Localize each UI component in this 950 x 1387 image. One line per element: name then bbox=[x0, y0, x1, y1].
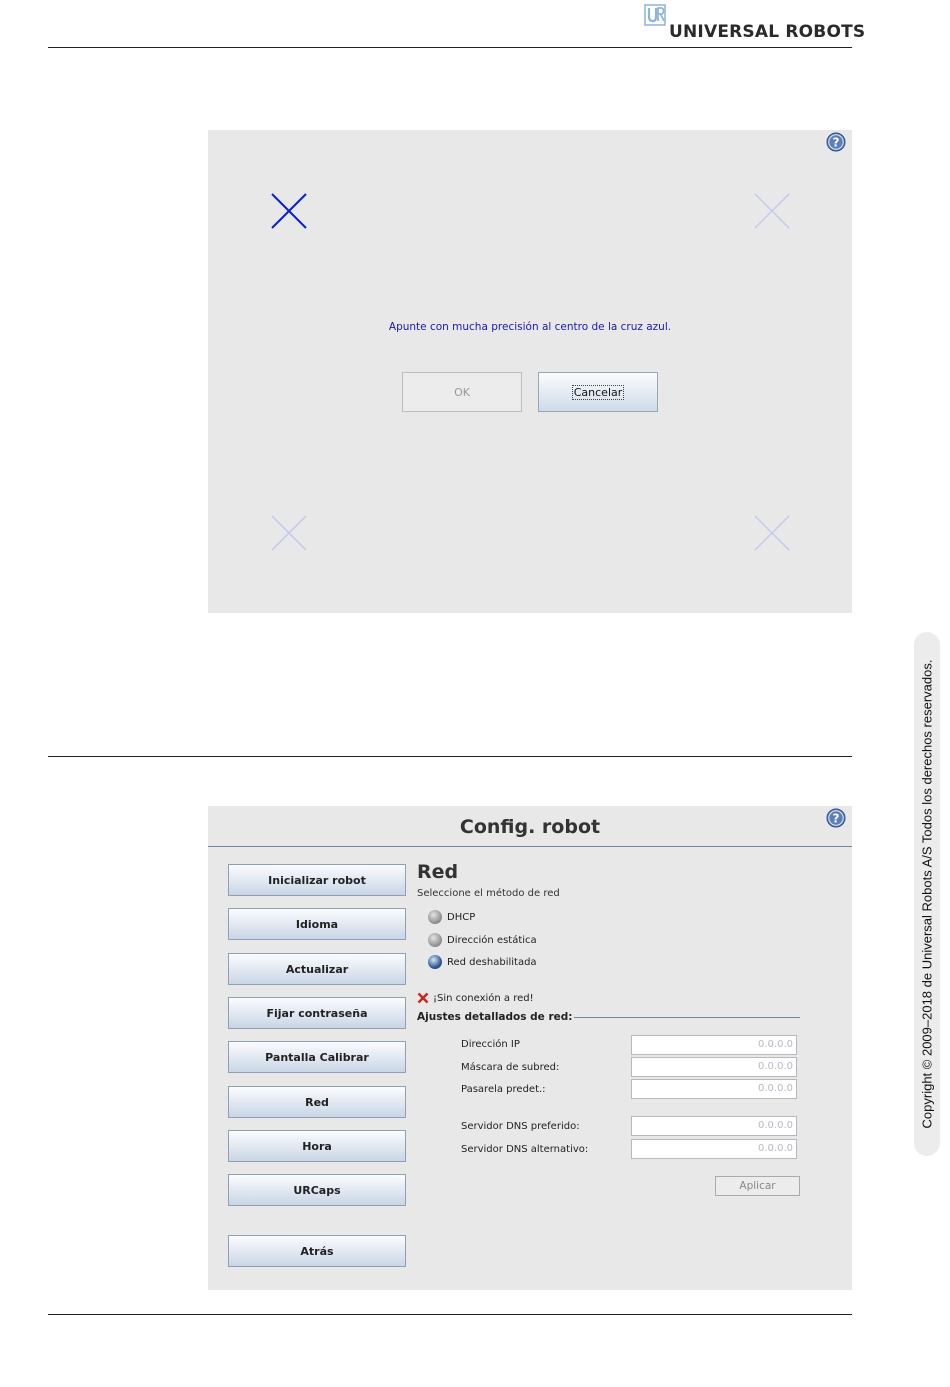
urcaps-button[interactable]: URCaps bbox=[228, 1174, 406, 1206]
default-gateway-label: Pasarela predet.: bbox=[461, 1084, 546, 1095]
preferred-dns-field[interactable]: 0.0.0.0 bbox=[631, 1116, 797, 1136]
ip-address-label: Dirección IP bbox=[461, 1039, 520, 1050]
subnet-mask-label: Máscara de subred: bbox=[461, 1062, 560, 1073]
section-rule bbox=[48, 756, 852, 757]
header-rule bbox=[48, 47, 852, 48]
cancel-button-label: Cancelar bbox=[573, 385, 623, 399]
copyright-tab bbox=[914, 632, 940, 1156]
radio-static-address[interactable]: Dirección estática bbox=[428, 932, 537, 948]
section-title: Red bbox=[417, 861, 459, 883]
time-button[interactable]: Hora bbox=[228, 1130, 406, 1162]
preferred-dns-label: Servidor DNS preferido: bbox=[461, 1121, 580, 1132]
calibration-instruction: Apunte con mucha precisión al centro de la cruz azul. bbox=[388, 321, 672, 333]
universal-robots-logo bbox=[644, 4, 866, 44]
section-subtitle: Seleccione el método de red bbox=[417, 888, 560, 899]
cancel-button[interactable] bbox=[538, 372, 658, 412]
ip-address-field[interactable]: 0.0.0.0 bbox=[631, 1035, 797, 1055]
subnet-mask-field[interactable]: 0.0.0.0 bbox=[631, 1057, 797, 1077]
radio-button-icon bbox=[428, 910, 442, 924]
language-button[interactable]: Idioma bbox=[228, 908, 406, 940]
radio-network-disabled[interactable]: Red deshabilitada bbox=[428, 954, 537, 970]
copyright-text: Copyright © 2009–2018 de Universal Robots A/S Todos los derechos reservados. bbox=[919, 659, 935, 1129]
radio-button-icon bbox=[428, 933, 442, 947]
calibration-cross-inactive bbox=[753, 514, 791, 552]
radio-button-selected-icon bbox=[428, 955, 442, 969]
initialize-robot-button[interactable]: Inicializar robot bbox=[228, 864, 406, 896]
advanced-settings-label: Ajustes detallados de red: bbox=[417, 1011, 573, 1023]
calibration-cross-inactive bbox=[753, 192, 791, 230]
apply-button[interactable]: Aplicar bbox=[715, 1176, 800, 1196]
title-divider bbox=[208, 846, 852, 847]
default-gateway-field[interactable]: 0.0.0.0 bbox=[631, 1079, 797, 1099]
ok-button[interactable]: OK bbox=[402, 372, 522, 412]
advanced-settings-divider bbox=[574, 1017, 800, 1018]
config-robot-screen bbox=[208, 806, 852, 1290]
help-icon[interactable] bbox=[826, 808, 846, 828]
network-button[interactable]: Red bbox=[228, 1086, 406, 1118]
calibration-cross-inactive bbox=[270, 514, 308, 552]
svg-text:?: ? bbox=[832, 135, 840, 150]
alternate-dns-field[interactable]: 0.0.0.0 bbox=[631, 1139, 797, 1159]
network-status: ¡Sin conexión a red! bbox=[417, 992, 534, 1004]
footer-rule bbox=[48, 1314, 852, 1315]
calibration-cross-active[interactable] bbox=[270, 192, 308, 230]
radio-dhcp[interactable]: DHCP bbox=[428, 909, 475, 925]
back-button[interactable]: Atrás bbox=[228, 1235, 406, 1267]
update-button[interactable]: Actualizar bbox=[228, 953, 406, 985]
calibration-screen bbox=[208, 130, 852, 613]
ur-logo-icon bbox=[644, 4, 666, 26]
page-title: Config. robot bbox=[459, 816, 601, 838]
alternate-dns-label: Servidor DNS alternativo: bbox=[461, 1144, 589, 1155]
svg-text:?: ? bbox=[832, 811, 840, 826]
brand-name: UNIVERSAL ROBOTS bbox=[669, 22, 866, 42]
calibrate-screen-button[interactable]: Pantalla Calibrar bbox=[228, 1041, 406, 1073]
set-password-button[interactable]: Fijar contraseña bbox=[228, 997, 406, 1029]
help-icon[interactable] bbox=[826, 132, 846, 152]
error-x-icon bbox=[417, 992, 429, 1004]
